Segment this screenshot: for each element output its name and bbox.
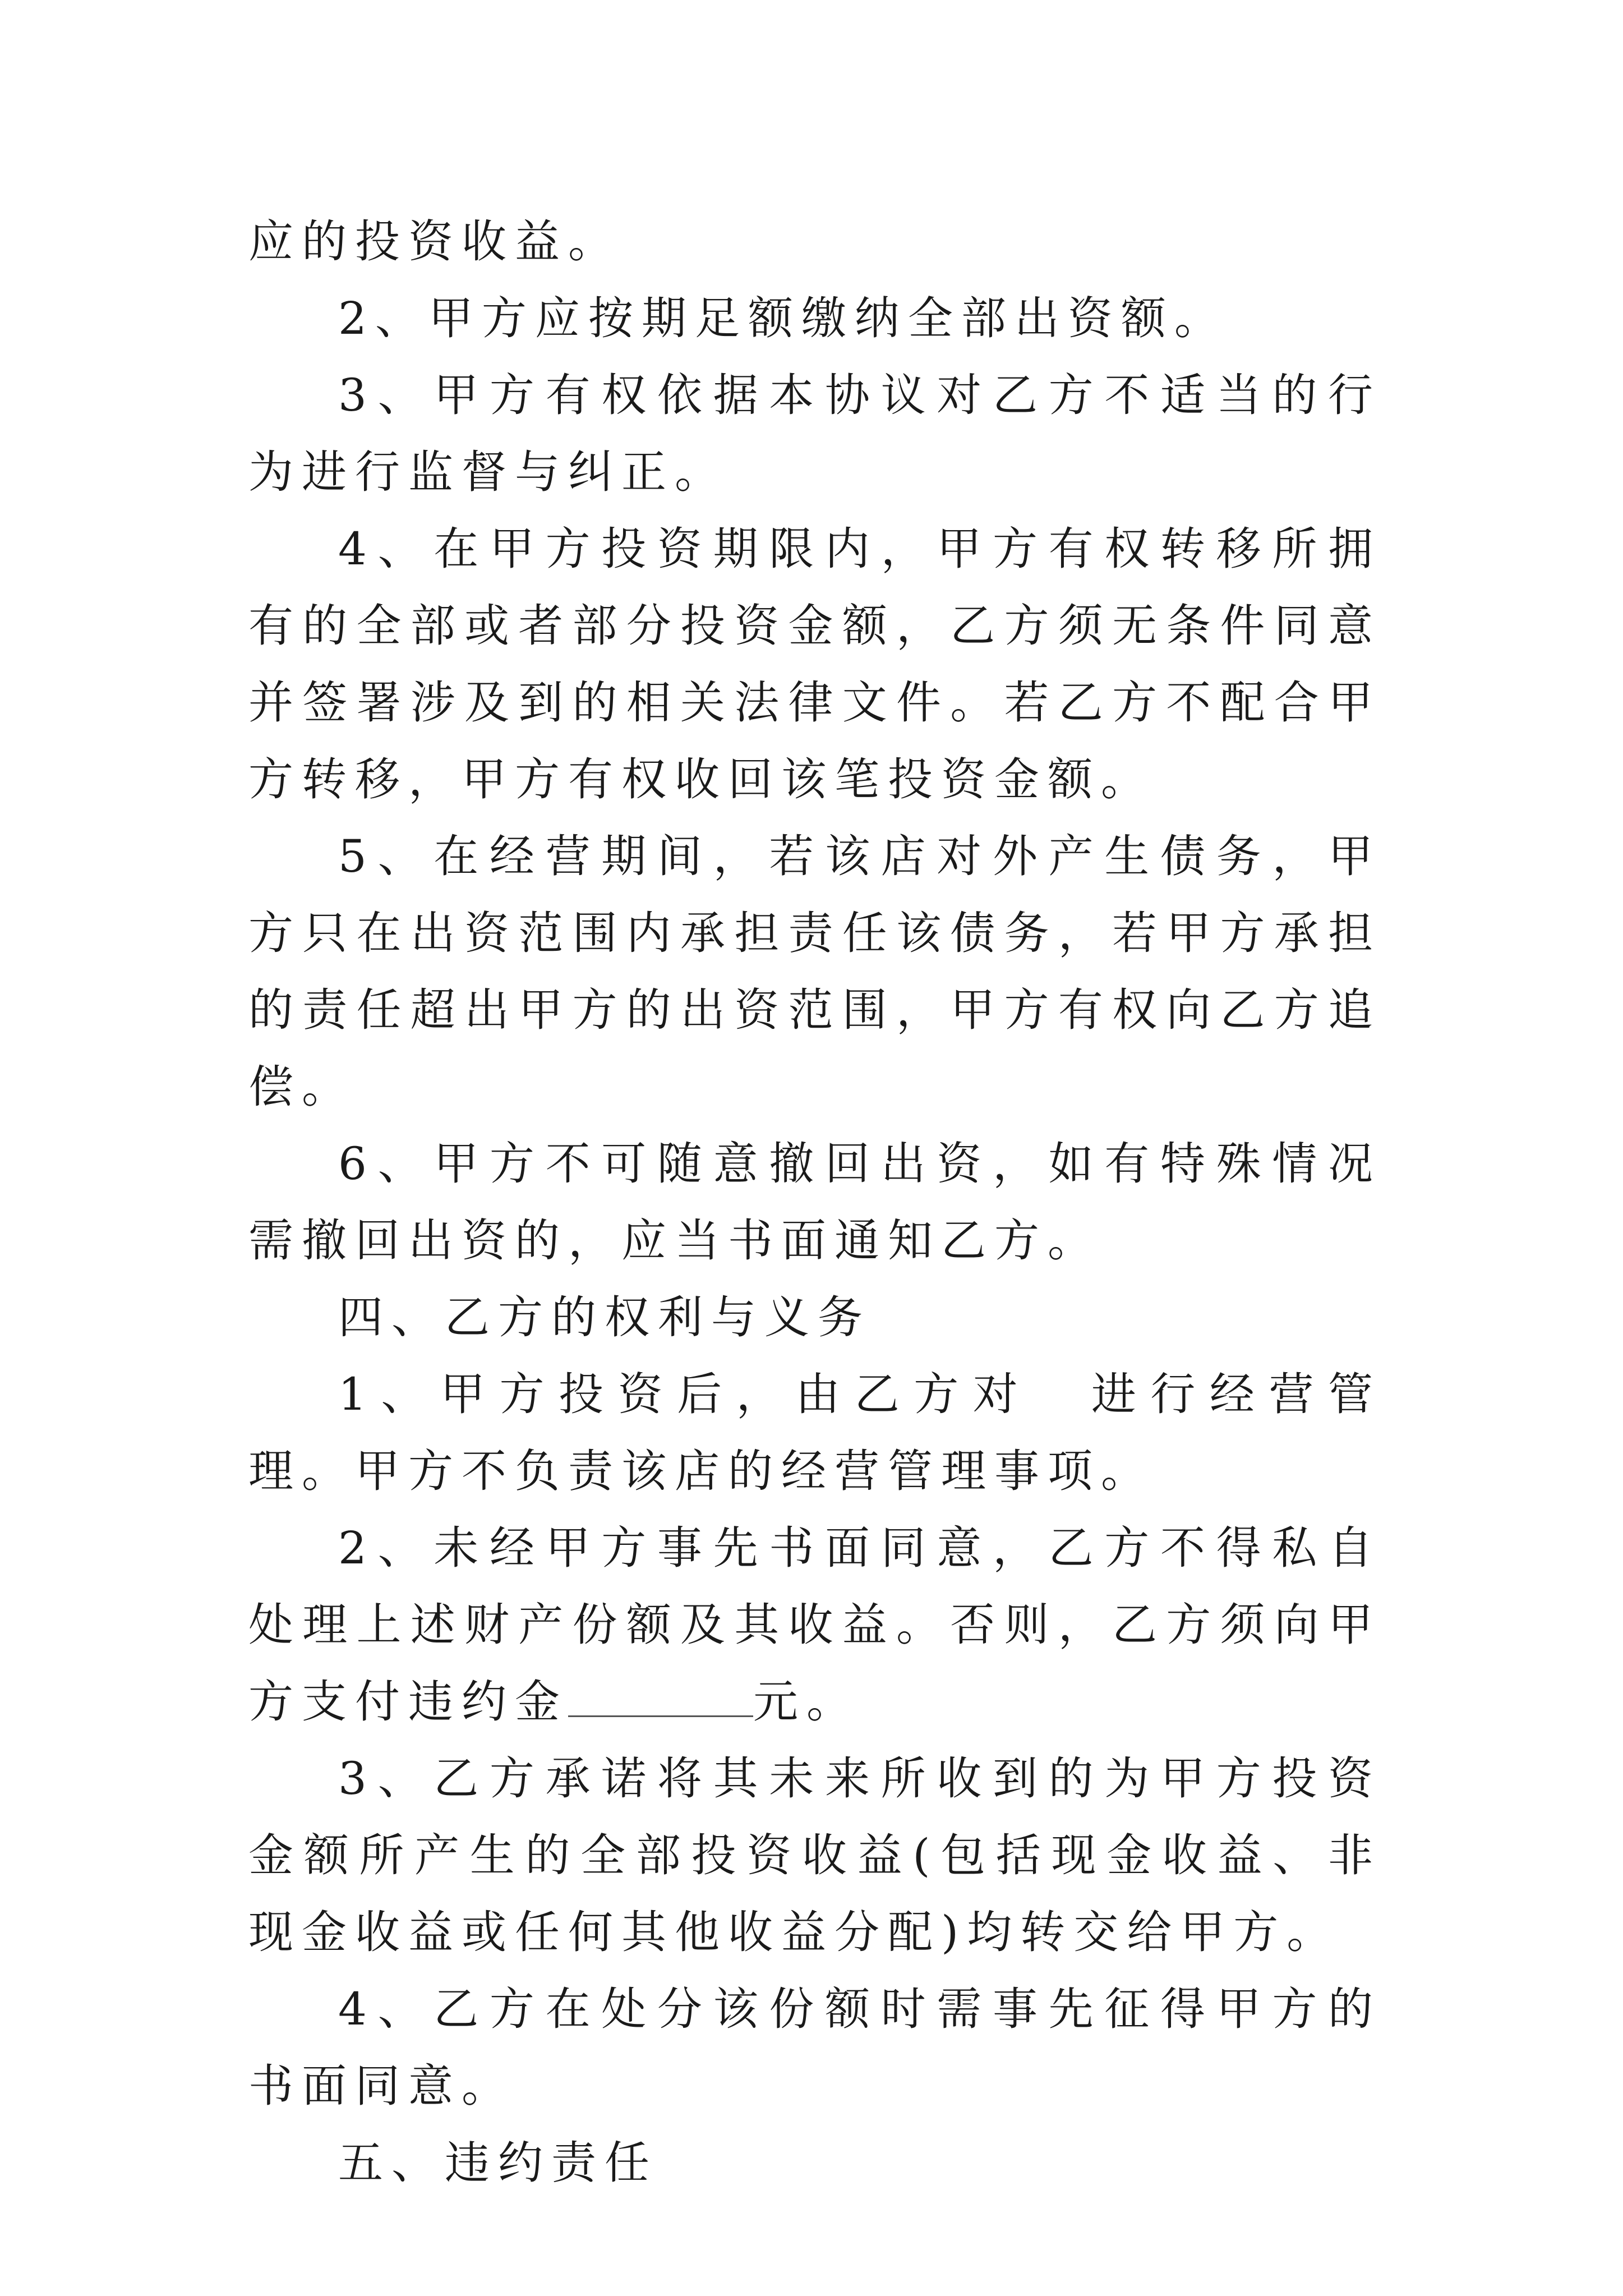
paragraph-continuation: 应的投资收益。 (248, 215, 621, 268)
paragraph-clause-3-2: 2、甲方应按期足额缴纳全部出资额。 (338, 292, 1228, 344)
clause-4-2-unit: 元。 (753, 1676, 860, 1728)
paragraph-clause-4-1: 1、甲方投资后，由乙方对 进行经营管理。甲方不负责该店的经营管理事项。 (248, 1368, 1381, 1497)
paragraph-clause-3-3: 3、甲方有权依据本协议对乙方不适当的行为进行监督与纠正。 (248, 369, 1381, 498)
amount-blank-line (568, 1682, 753, 1717)
paragraph-clause-3-5: 5、在经营期间，若该店对外产生债务，甲方只在出资范围内承担责任该债务，若甲方承担的责任超出甲方的出资范围，甲方有权向乙方追偿。 (248, 830, 1381, 1113)
paragraph-clause-4-3: 3、乙方承诺将其未来所收到的为甲方投资金额所产生的全部投资收益(包括现金收益、非现金收益或任何其他收益分配)均转交给甲方。 (248, 1752, 1381, 1958)
paragraph-clause-4-4: 4、乙方在处分该份额时需事先征得甲方的书面同意。 (248, 1983, 1381, 2112)
paragraph-clause-3-6: 6、甲方不可随意撤回出资，如有特殊情况需撤回出资的，应当书面通知乙方。 (248, 1138, 1381, 1267)
section-heading-4: 四、乙方的权利与义务 (338, 1291, 871, 1343)
clause-4-2-text: 2、未经甲方事先书面同意，乙方不得私自处理上述财产份额及其收益。否则，乙方须向甲方支付违约金 (248, 1522, 1381, 1728)
paragraph-clause-4-2 (248, 1510, 1381, 1740)
paragraph-clause-3-4: 4、在甲方投资期限内，甲方有权转移所拥有的全部或者部分投资金额，乙方须无条件同意并签署涉及到的相关法律文件。若乙方不配合甲方转移，甲方有权收回该笔投资金额。 (248, 523, 1381, 806)
document-body (248, 203, 1381, 2201)
section-heading-5: 五、违约责任 (338, 2137, 658, 2189)
